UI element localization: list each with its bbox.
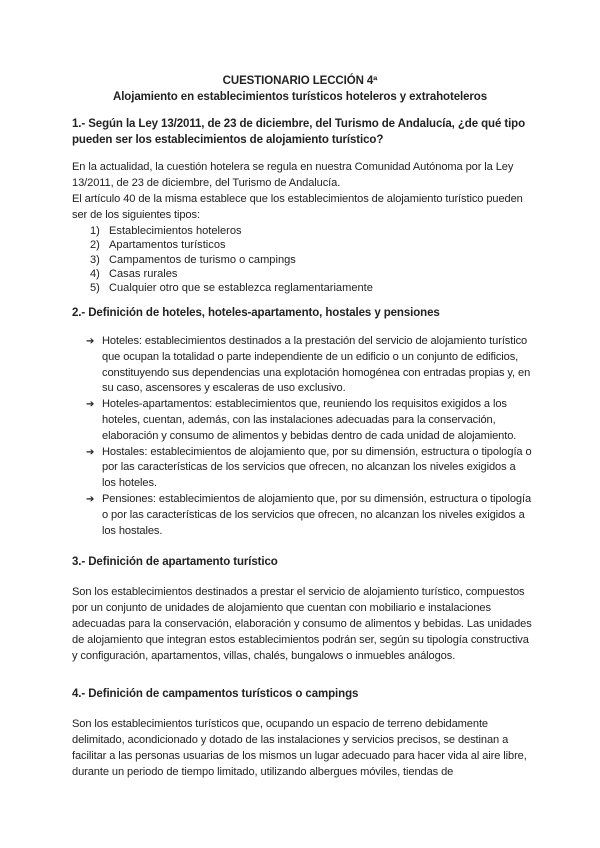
list-item	[72, 281, 532, 295]
list-item-text: Establecimientos hoteleros	[109, 225, 242, 237]
arrow-right-icon: ➔	[86, 336, 95, 347]
section-2-question: 2.- Definición de hoteles, hoteles-apartamento, hostales y pensiones	[72, 307, 440, 319]
section-2	[72, 305, 532, 321]
section-4-paragraph: Son los establecimientos turísticos que, ocupando un espacio de terreno debidamente delimitado, acondicionado y dotado de las instalaciones y servicios precisos, se destinan a facilitar a las personas usuarias de los mismos un lugar adecuado para hacer vida al aire libre, durante un periodo de tiempo limitado, utilizando albergues móviles, tiendas de	[72, 718, 527, 778]
list-item-number: 5)	[90, 282, 100, 295]
section-3-question: 3.- Definición de apartamento turístico	[72, 556, 278, 568]
document-subtitle: Alojamiento en establecimientos turísticos hoteleros y extrahoteleros	[113, 91, 487, 103]
section-3-paragraph: Son los establecimientos destinados a prestar el servicio de alojamiento turístico, compuestos por un conjunto de unidades de alojamiento que cuentan con mobiliario e instalaciones adecuadas para la conservación, elaboración y consumo de alimentos y bebidas. Las unidades de alojamiento que integran estos establecimientos podrán ser, según su tipología constructiva y configuración, apartamentos, villas, chalés, bungalows o inmuebles análogos.	[72, 586, 532, 662]
section-1-paragraph-1: En la actualidad, la cuestión hotelera se regula en nuestra Comunidad Autónoma por la Ley 13/2011, de 23 de diciembre, del Turismo de Andalucía.	[72, 161, 514, 189]
section-1-question: 1.- Según la Ley 13/2011, de 23 de diciembre, del Turismo de Andalucía, ¿de qué tipo pueden ser los establecimientos de alojamiento turístico?	[72, 118, 526, 146]
section-2-definition-list	[72, 334, 532, 539]
list-item	[72, 267, 532, 281]
list-item-text: Campamentos de turismo o campings	[109, 253, 296, 266]
list-item-text: Cualquier otro que se establezca reglamentariamente	[109, 282, 373, 295]
title-block	[0, 73, 600, 105]
definition-item	[72, 492, 532, 539]
list-item-text: Apartamentos turísticos	[109, 239, 226, 252]
definition-item	[72, 445, 532, 492]
section-1	[72, 116, 532, 148]
definition-item	[72, 397, 532, 444]
list-item	[72, 253, 532, 267]
definition-text: Hostales: establecimientos de alojamiento que, por su dimensión, estructura o tipología o por las características de los servicios que ofrecen, no alcanzan los niveles exigidos a los hoteles.	[102, 445, 532, 490]
list-item-number: 4)	[90, 267, 100, 280]
section-1-paragraph-2: El artículo 40 de la misma establece que los establecimientos de alojamiento turístico pueden ser de los siguientes tipos:	[72, 193, 523, 221]
list-item-number: 1)	[90, 225, 100, 237]
section-3-body	[72, 584, 532, 664]
arrow-right-icon: ➔	[86, 493, 95, 505]
section-4-body	[72, 716, 532, 780]
section-3	[72, 554, 532, 570]
section-2-body	[72, 334, 532, 539]
arrow-right-icon: ➔	[86, 446, 95, 458]
section-1-body	[72, 159, 532, 295]
document-title: CUESTIONARIO LECCIÓN 4ª	[222, 75, 378, 87]
section-1-type-list	[72, 224, 532, 295]
definition-text: Hoteles: establecimientos destinados a la prestación del servicio de alojamiento turístico que ocupan la totalidad o parte independiente de un edificio o un conjunto de edificios, constituyendo sus dependencias una explotación homogénea con entradas propias y, en su caso, ascensores y escaleras de uso exclusivo.	[102, 335, 531, 395]
section-4	[72, 686, 532, 702]
section-4-question: 4.- Definición de campamentos turísticos o campings	[72, 688, 359, 700]
list-item	[72, 224, 532, 238]
arrow-right-icon: ➔	[86, 399, 95, 411]
definition-item	[72, 334, 532, 397]
definition-text: Pensiones: establecimientos de alojamiento que, por su dimensión, estructura o tipología o por las características de los servicios que ofrecen, no alcanzan los niveles exigidos a los hostales.	[102, 492, 532, 537]
list-item-number: 2)	[90, 239, 100, 252]
definition-text: Hoteles-apartamentos: establecimientos que, reuniendo los requisitos exigidos a los hoteles, cuentan, además, con las instalaciones adecuadas para la conservación, elaboración y consumo de alimentos y bebidas dentro de cada unidad de alojamiento.	[102, 398, 517, 442]
list-item	[72, 238, 532, 252]
list-item-number: 3)	[90, 253, 100, 266]
list-item-text: Casas rurales	[109, 267, 178, 280]
